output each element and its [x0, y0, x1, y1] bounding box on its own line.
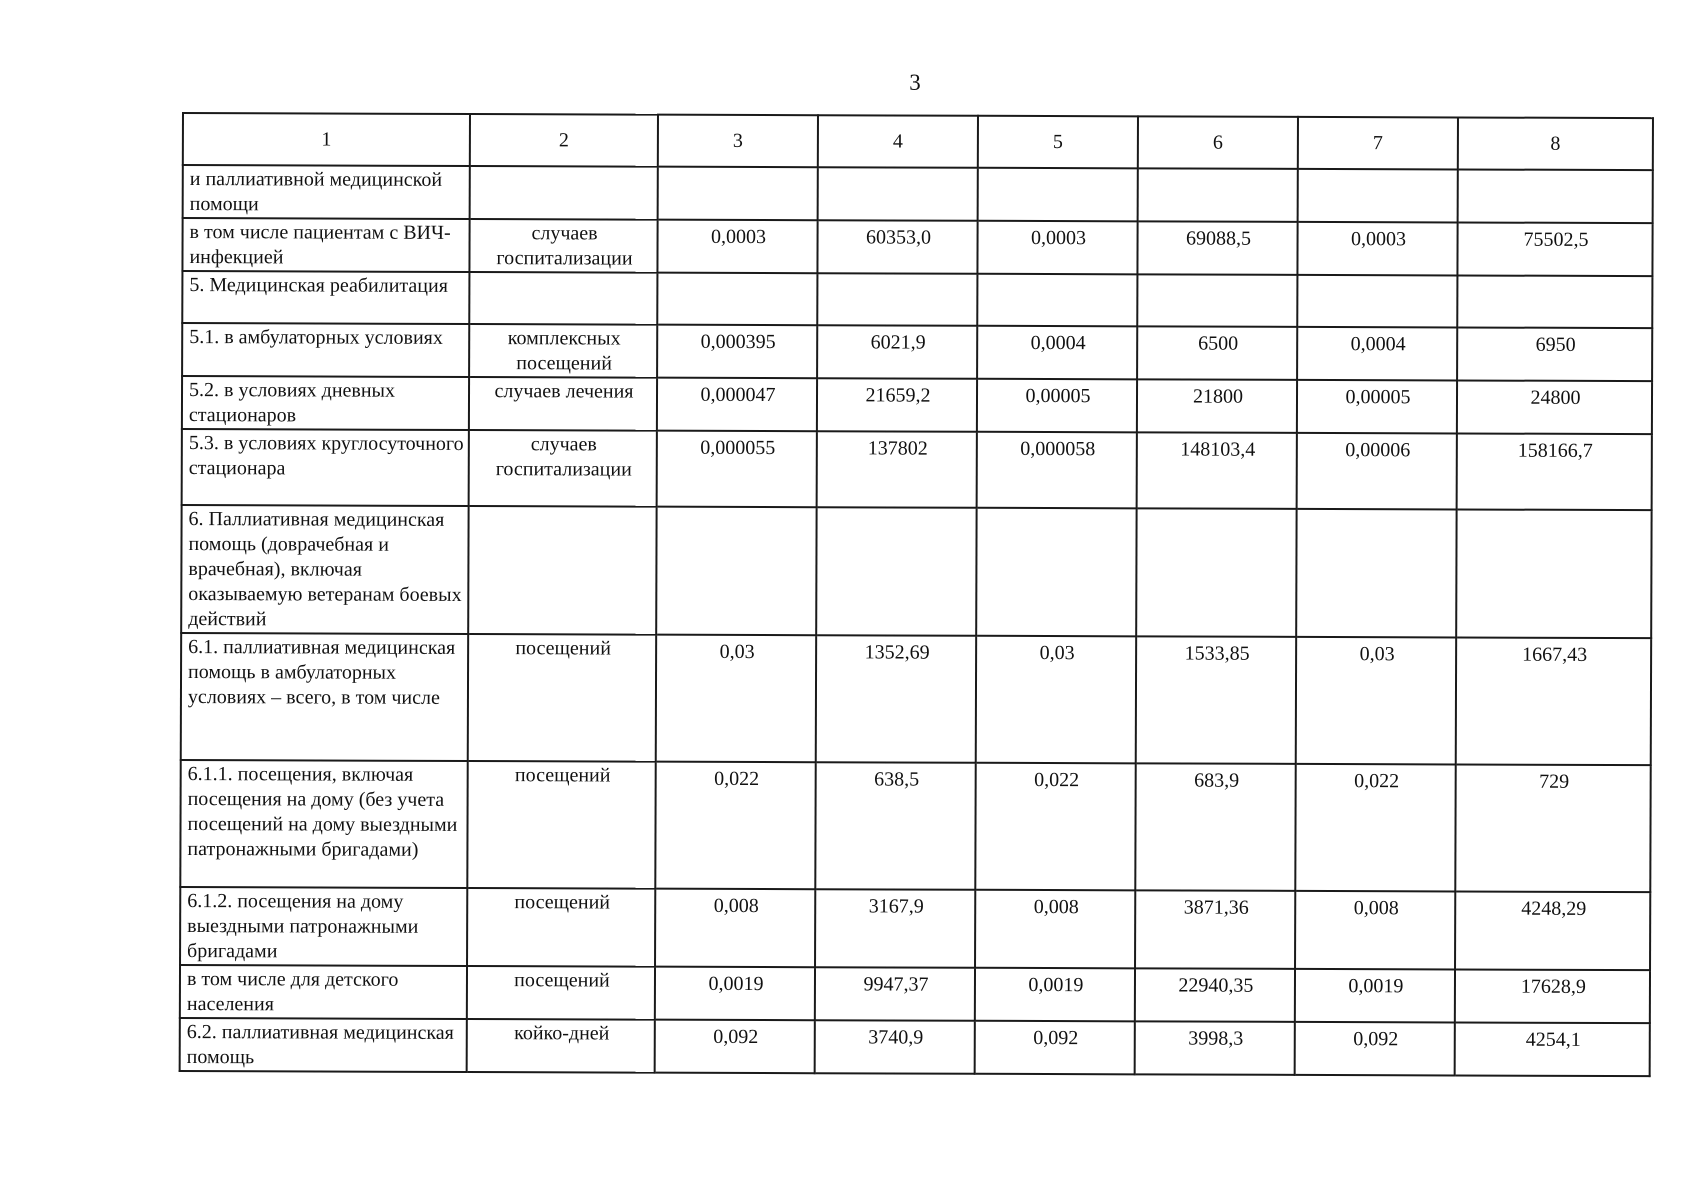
value-cell: 17628,9 [1455, 969, 1650, 1023]
value-cell [1296, 509, 1456, 638]
row-unit-cell: посещений [467, 761, 655, 889]
value-cell [657, 273, 817, 326]
value-cell [1138, 168, 1298, 222]
row-unit-cell [469, 272, 657, 325]
row-name-cell: 5.1. в амбулаторных условиях [182, 323, 469, 377]
value-cell: 1352,69 [816, 635, 976, 763]
value-cell: 0,022 [975, 763, 1135, 891]
value-cell: 0,0004 [1297, 327, 1457, 381]
table-row [180, 760, 1650, 892]
value-cell: 0,0019 [1295, 969, 1455, 1023]
value-cell: 0,00005 [977, 379, 1137, 433]
value-cell: 0,000395 [657, 325, 817, 379]
value-cell [1136, 508, 1296, 637]
row-unit-cell: случаев лечения [469, 377, 657, 431]
column-header: 8 [1458, 117, 1653, 170]
value-cell [817, 273, 977, 326]
row-name-cell: 6. Паллиативная медицинская помощь (доврачебная и врачебная), включая оказываемую ветеранам боевых действий [181, 505, 468, 634]
value-cell: 148103,4 [1137, 432, 1297, 509]
column-header: 2 [470, 114, 658, 167]
value-cell: 0,0019 [655, 967, 815, 1021]
row-name-cell: 6.1.2. посещения на дому выездными патронажными бригадами [180, 887, 467, 966]
value-cell: 22940,35 [1135, 968, 1295, 1022]
table-row [182, 323, 1652, 381]
table-row [182, 429, 1652, 510]
value-cell: 729 [1455, 764, 1650, 892]
value-cell: 0,03 [656, 635, 816, 763]
row-name-cell: 6.1.1. посещения, включая посещения на дому (без учета посещений на дому выездными патронажными бригадами) [180, 760, 467, 888]
table-row [182, 271, 1652, 328]
row-unit-cell: случаев госпитализации [469, 430, 657, 507]
value-cell: 0,008 [975, 890, 1135, 969]
value-cell: 21659,2 [817, 378, 977, 432]
value-cell: 9947,37 [815, 967, 975, 1021]
value-cell: 0,00005 [1297, 380, 1457, 434]
value-cell [1458, 169, 1653, 223]
table-header-row [183, 113, 1653, 170]
value-cell: 0,000058 [977, 432, 1137, 509]
column-header: 6 [1138, 116, 1298, 169]
value-cell [656, 507, 816, 636]
row-unit-cell [468, 506, 656, 635]
row-unit-cell [470, 166, 658, 220]
value-cell: 0,0003 [657, 220, 817, 274]
value-cell: 0,0019 [975, 968, 1135, 1022]
table-row [180, 965, 1650, 1023]
row-name-cell: 6.1. паллиативная медицинская помощь в амбулаторных условиях – всего, в том числе [181, 633, 468, 761]
value-cell: 0,0004 [977, 326, 1137, 380]
value-cell: 75502,5 [1457, 222, 1652, 276]
value-cell: 6950 [1457, 327, 1652, 381]
table-row [181, 633, 1651, 765]
value-cell: 0,092 [1295, 1022, 1455, 1076]
row-name-cell: 5.3. в условиях круглосуточного стационара [182, 429, 469, 506]
value-cell: 1533,85 [1136, 636, 1296, 764]
column-header: 5 [978, 116, 1138, 169]
value-cell: 0,022 [1295, 764, 1455, 892]
value-cell: 137802 [817, 431, 977, 508]
table-row [182, 376, 1652, 434]
data-table [179, 112, 1654, 1077]
value-cell: 4254,1 [1455, 1022, 1650, 1076]
row-unit-cell: посещений [468, 634, 656, 762]
value-cell [976, 508, 1136, 637]
column-header: 4 [818, 115, 978, 168]
value-cell: 4248,29 [1455, 891, 1650, 970]
row-unit-cell: койко-дней [467, 1019, 655, 1073]
table-row [182, 218, 1652, 276]
value-cell: 0,008 [655, 889, 815, 968]
row-name-cell: в том числе для детского населения [180, 965, 467, 1019]
value-cell [1297, 275, 1457, 328]
value-cell: 0,03 [976, 636, 1136, 764]
value-cell: 0,0003 [977, 221, 1137, 275]
row-name-cell: 6.2. паллиативная медицинская помощь [180, 1018, 467, 1072]
row-name-cell: в том числе пациентам с ВИЧ-инфекцией [182, 218, 469, 272]
value-cell: 60353,0 [817, 220, 977, 274]
value-cell [977, 274, 1137, 327]
value-cell: 3740,9 [815, 1020, 975, 1074]
row-name-cell: 5. Медицинская реабилитация [182, 271, 469, 324]
value-cell: 24800 [1457, 380, 1652, 434]
row-unit-cell: посещений [467, 888, 655, 967]
table-row [180, 887, 1650, 970]
row-name-cell: и паллиативной медицинской помощи [183, 165, 470, 219]
value-cell: 0,092 [975, 1021, 1135, 1075]
value-cell [1456, 509, 1651, 638]
value-cell: 638,5 [815, 762, 975, 890]
table-row [181, 505, 1651, 638]
row-unit-cell: посещений [467, 966, 655, 1020]
value-cell: 1667,43 [1456, 637, 1651, 765]
value-cell: 6500 [1137, 326, 1297, 380]
value-cell [816, 507, 976, 636]
row-unit-cell: комплексных посещений [469, 324, 657, 378]
value-cell [1298, 169, 1458, 223]
value-cell [978, 168, 1138, 222]
value-cell: 3871,36 [1135, 890, 1295, 969]
page-number: 3 [909, 70, 921, 95]
value-cell: 0,00006 [1297, 433, 1457, 510]
value-cell: 0,03 [1296, 637, 1456, 765]
value-cell: 0,000055 [657, 431, 817, 508]
value-cell: 0,000047 [657, 378, 817, 432]
column-header: 7 [1298, 117, 1458, 170]
value-cell [1457, 275, 1652, 328]
row-name-cell: 5.2. в условиях дневных стационаров [182, 376, 469, 430]
column-header: 1 [183, 113, 470, 166]
value-cell: 158166,7 [1457, 433, 1652, 510]
value-cell [658, 167, 818, 221]
column-header: 3 [658, 115, 818, 168]
value-cell: 0,008 [1295, 891, 1455, 970]
row-unit-cell: случаев госпитализации [469, 219, 657, 273]
value-cell: 69088,5 [1137, 221, 1297, 275]
value-cell: 0,0003 [1297, 222, 1457, 276]
table-row [183, 165, 1653, 223]
table-row [180, 1018, 1650, 1076]
value-cell [818, 167, 978, 221]
value-cell: 3998,3 [1135, 1021, 1295, 1075]
value-cell: 3167,9 [815, 889, 975, 968]
value-cell: 6021,9 [817, 325, 977, 379]
value-cell: 21800 [1137, 379, 1297, 433]
value-cell: 683,9 [1135, 763, 1295, 891]
value-cell: 0,022 [655, 762, 815, 890]
value-cell [1137, 274, 1297, 327]
value-cell: 0,092 [655, 1020, 815, 1074]
